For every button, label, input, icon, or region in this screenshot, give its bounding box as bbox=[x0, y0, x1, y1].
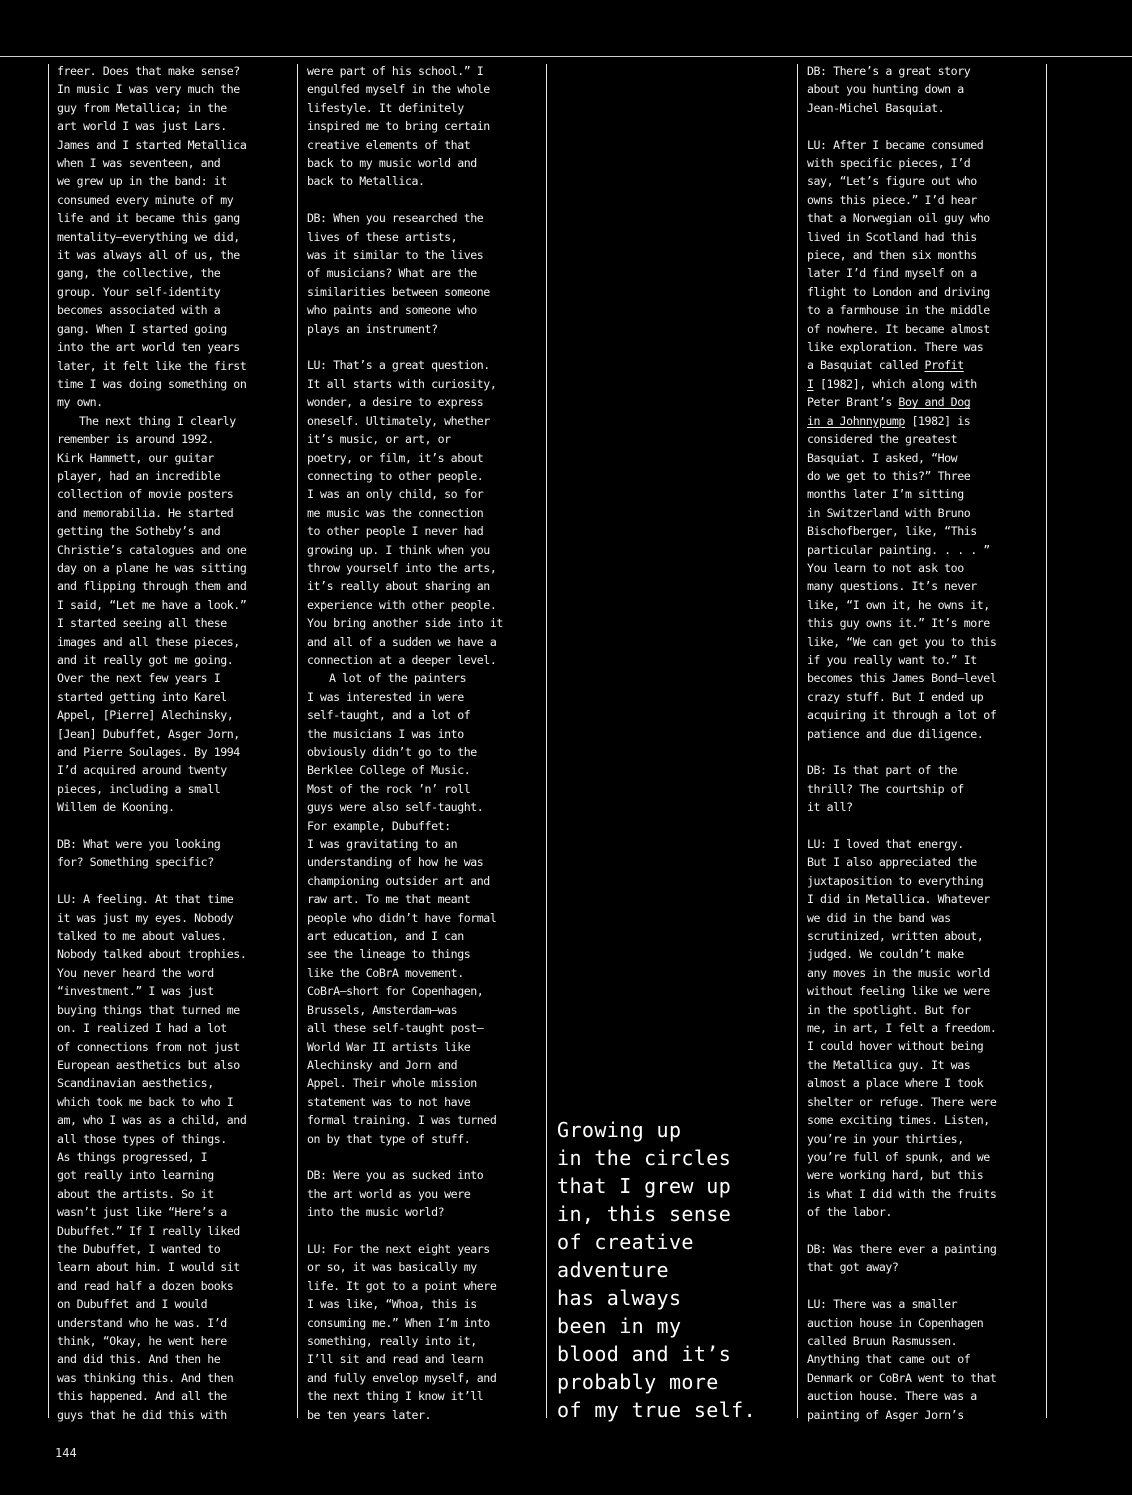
question: DB: Were you as sucked into the art world as you were into the music world? bbox=[307, 1168, 484, 1220]
question: DB: Was there ever a painting that got away? bbox=[807, 1241, 997, 1275]
answer: LU: There was a smaller auction house in Copenhagen called Bruun Rasmussen. Anything that came out of Denmark or CoBrA went to that auction house. There was a painting of Asger Jorn’s bbox=[807, 1297, 997, 1422]
artwork-title: Boy and Dog in a Johnnypump bbox=[807, 395, 971, 428]
text-column-1 bbox=[57, 62, 291, 1422]
paragraph: A lot of the painters I was interested in were self-taught, and a lot of the musicians I was into obviously didn’t go to the Berklee College of Music. Most of the rock ’n’ roll guys were also self-taught. For example, Dubuffet: I was gravitating to an understanding of how he was championing outsider art and raw art. To me that meant people who didn’t have formal art education, and I can see the lineage to things like the CoBrA movement. CoBrA—short for Copenhagen, Brussels, Amsterdam—was all these self-taught post– World War II artists like Alechinsky and Jorn and Appel. Their whole mission statement was to not have formal training. I was turned on by that type of stuff. bbox=[307, 671, 497, 1146]
top-rule bbox=[0, 56, 1132, 57]
answer: LU: That’s a great question. It all starts with curiosity, wonder, a desire to express oneself. Ultimately, whether it’s music, or art, or poetry, or film, it’s about connecting to other people. I was an only child, so for me music was the connection to other people I never had growing up. I think when you throw yourself into the arts, it’s really about sharing an experience with other people. You bring another side into it and all of a sudden we have a connection at a deeper level. bbox=[307, 358, 503, 667]
question: DB: When you researched the lives of these artists, was it similar to the lives of musicians? What are the similarities between someone who paints and someone who plays an instrument? bbox=[307, 211, 490, 336]
column-rule-3 bbox=[797, 64, 798, 1418]
answer: LU: I loved that energy. But I also appreciated the juxtaposition to everything I did in Metallica. Whatever we did in the band was scrutinized, written about, judged. We couldn’t make any moves in the music world without feeling like we were in the spotlight. But for me, in art, I felt a freedom. I could hover without being the Metallica guy. It was almost a place where I took shelter or refuge. There were some exciting times. Listen, you’re in your thirties, you’re full of spunk, and we were working hard, but this is what I did with the fruits of the labor. bbox=[807, 837, 997, 1220]
artwork-title: Profit I bbox=[807, 358, 964, 391]
answer: LU: A feeling. At that time it was just my eyes. Nobody talked to me about values. Nobody talked about trophies. You never heard the word “investment.” I was just buying things that turned me on. I realized I had a lot of connections from not just European aesthetics but also Scandinavian aesthetics, which took me back to who I am, who I was as a child, and all those types of things. As things progressed, I got really into learning about the artists. So it wasn’t just like “Here’s a Dubuffet.” If I really liked the Dubuffet, I wanted to learn about him. I would sit and read half a dozen books on Dubuffet and I would understand who he was. I’d think, “Okay, he went here and did this. And then he was thinking this. And then this happened. And all the guys that he did this with bbox=[57, 892, 247, 1422]
paragraph: The next thing I clearly remember is around 1992. Kirk Hammett, our guitar player, had an incredible collection of movie posters and memorabilia. He started getting the Sotheby’s and Christie’s catalogues and one day on a plane he was sitting and flipping through them and I said, “Let me have a look.” I started seeing all these images and all these pieces, and it really got me going. Over the next few years I started getting into Karel Appel, [Pierre] Alechinsky, [Jean] Dubuffet, Asger Jorn, and Pierre Soulages. By 1994 I’d acquired around twenty pieces, including a small Willem de Kooning. bbox=[57, 413, 247, 815]
pull-quote: Growing up in the circles that I grew up in, this sense of creative adventure has always been in my blood and it’s probably more of my true self. bbox=[557, 1118, 757, 1422]
paragraph: freer. Does that make sense? In music I was very much the guy from Metallica; in the art world I was just Lars. James and I started Metallica when I was seventeen, and we grew up in the band: it consumed every minute of my life and it became this gang mentality—everything we did, it was always all of us, the gang, the collective, the group. Your self-identity becomes associated with a gang. When I started going into the art world ten years later, it felt like the first time I was doing something on my own. bbox=[57, 64, 247, 410]
paragraph: were part of his school.” I engulfed myself in the whole lifestyle. It definitely inspired me to bring certain creative elements of that back to my music world and back to Metallica. bbox=[307, 64, 490, 189]
text-column-2 bbox=[307, 62, 541, 1422]
answer-text: [1982], which along with Peter Brant’s bbox=[807, 376, 977, 410]
answer bbox=[807, 136, 1041, 743]
answer-text: [1982] is considered the greatest Basquiat. I asked, “How do we get to this?” Three months later I’m sitting in Switzerland with Bruno Bischofberger, like, “This particular painting. . . . ” You learn to not ask too many questions. It’s never like, “I own it, he owns it, this guy owns it.” It’s more like, “We can get you to this if you really want to.” It becomes this James Bond–level crazy stuff. But I ended up acquiring it through a lot of patience and due diligence. bbox=[807, 413, 997, 741]
column-rule-left bbox=[48, 64, 49, 1418]
question: DB: There’s a great story about you hunting down a Jean-Michel Basquiat. bbox=[807, 64, 971, 115]
question: DB: Is that part of the thrill? The courtship of it all? bbox=[807, 763, 964, 815]
answer-text: LU: After I became consumed with specific pieces, I’d say, “Let’s figure out who owns this piece.” I’d hear that a Norwegian oil guy who lived in Scotland had this piece, and then six months later I’d find myself on a flight to London and driving to a farmhouse in the middle of nowhere. It became almost like exploration. There was a Basquiat called bbox=[807, 137, 990, 373]
page-number: 144 bbox=[55, 1446, 77, 1460]
answer: LU: For the next eight years or so, it was basically my life. It got to a point where I was like, “Whoa, this is consuming me.” When I’m into something, really into it, I’ll sit and read and learn and fully envelop myself, and the next thing I know it’ll be ten years later. bbox=[307, 1241, 497, 1422]
column-rule-2 bbox=[546, 64, 547, 1418]
column-rule-1 bbox=[297, 64, 298, 1418]
question: DB: What were you looking for? Something specific? bbox=[57, 837, 221, 870]
column-rule-right bbox=[1046, 64, 1047, 1418]
text-column-4 bbox=[807, 62, 1041, 1422]
